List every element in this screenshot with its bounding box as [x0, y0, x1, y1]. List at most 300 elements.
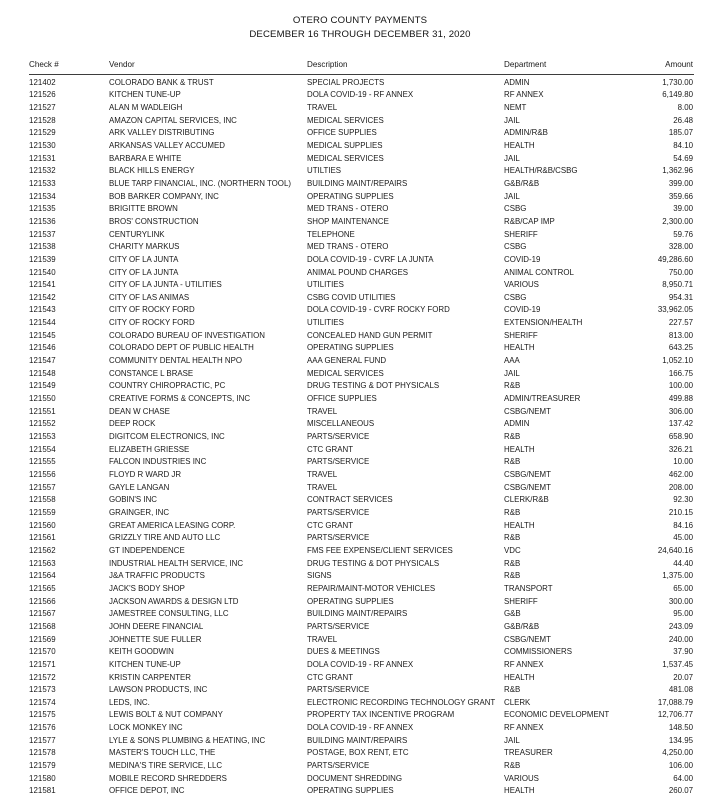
cell-department: CSBG — [504, 204, 527, 214]
cell-amount: 658.90 — [668, 432, 693, 442]
cell-amount: 20.07 — [673, 672, 693, 682]
cell-amount: 499.88 — [668, 394, 693, 404]
table-header-row — [29, 59, 694, 75]
cell-department: VARIOUS — [504, 773, 539, 783]
column-header-department: Department — [504, 59, 630, 75]
cell-vendor: KEITH GOODWIN — [109, 647, 174, 657]
table-row — [29, 697, 694, 710]
table-row — [29, 634, 694, 647]
table-row — [29, 583, 694, 596]
cell-vendor: GT INDEPENDENCE — [109, 545, 185, 555]
cell-check: 121551 — [29, 406, 56, 416]
cell-check: 121575 — [29, 710, 56, 720]
cell-department: CSBG/NEMT — [504, 470, 551, 479]
cell-department: ADMIN/R&B — [504, 128, 548, 138]
cell-department: ADMIN — [504, 77, 530, 87]
cell-vendor: KITCHEN TUNE-UP — [109, 659, 181, 669]
cell-description: TRAVEL — [307, 406, 338, 416]
cell-department: JAIL — [504, 115, 520, 125]
table-row — [29, 406, 694, 419]
cell-department: CLERK/R&B — [504, 495, 549, 505]
cell-amount: 813.00 — [668, 330, 693, 340]
cell-vendor: COLORADO DEPT OF PUBLIC HEALTH — [109, 343, 254, 353]
cell-check: 121558 — [29, 495, 56, 505]
cell-department: R&B — [504, 558, 521, 568]
cell-department: JAIL — [504, 153, 520, 163]
cell-amount: 100.00 — [668, 381, 693, 391]
cell-department: G&B — [504, 609, 521, 619]
cell-department: RF ANNEX — [504, 90, 544, 100]
table-row — [29, 760, 694, 773]
cell-vendor: CONSTANCE L BRASE — [109, 368, 194, 378]
cell-vendor: OFFICE DEPOT, INC — [109, 786, 185, 796]
cell-description: MED TRANS - OTERO — [307, 204, 389, 214]
table-row — [29, 456, 694, 469]
table-header — [29, 59, 694, 75]
cell-amount: 227.57 — [668, 318, 693, 328]
cell-vendor: ELIZABETH GRIESSE — [109, 444, 190, 454]
cell-description: UTILITIES — [307, 318, 344, 328]
cell-check: 121549 — [29, 381, 56, 391]
cell-amount: 481.08 — [668, 685, 693, 695]
cell-check: 121577 — [29, 735, 56, 745]
cell-department: AAA — [504, 356, 520, 366]
table-row — [29, 608, 694, 621]
cell-vendor: ARKANSAS VALLEY ACCUMED — [109, 140, 225, 150]
cell-amount: 1,537.45 — [662, 659, 693, 669]
cell-vendor: INDUSTRIAL HEALTH SERVICE, INC — [109, 558, 244, 568]
cell-vendor: CITY OF LA JUNTA — [109, 254, 179, 264]
cell-description: PARTS/SERVICE — [307, 507, 370, 517]
cell-description: MISCELLANEOUS — [307, 419, 375, 429]
cell-vendor: GREAT AMERICA LEASING CORP. — [109, 520, 236, 530]
cell-description: OPERATING SUPPLIES — [307, 191, 394, 201]
cell-vendor: JAMESTREE CONSULTING, LLC — [109, 609, 229, 619]
cell-vendor: LEDS, INC. — [109, 697, 150, 707]
cell-check: 121541 — [29, 280, 56, 290]
cell-check: 121579 — [29, 761, 56, 771]
cell-department: R&B — [504, 432, 521, 442]
table-row — [29, 229, 694, 242]
cell-department: CSBG/NEMT — [504, 634, 551, 644]
cell-vendor: KITCHEN TUNE-UP — [109, 90, 181, 100]
cell-description: CTC GRANT — [307, 520, 354, 530]
table-body — [29, 75, 694, 798]
cell-department: CSBG/NEMT — [504, 406, 551, 416]
cell-amount: 92.30 — [673, 495, 693, 505]
cell-check: 121533 — [29, 178, 56, 188]
table-row — [29, 785, 694, 798]
cell-description: OFFICE SUPPLIES — [307, 128, 377, 138]
cell-department: HEALTH — [504, 672, 535, 682]
table-row — [29, 342, 694, 355]
cell-amount: 49,286.60 — [657, 254, 693, 264]
cell-vendor: COLORADO BANK & TRUST — [109, 77, 214, 87]
cell-check: 121544 — [29, 318, 56, 328]
cell-amount: 37.90 — [673, 647, 693, 657]
cell-check: 121553 — [29, 432, 56, 442]
cell-check: 121539 — [29, 254, 56, 264]
cell-vendor: MASTER'S TOUCH LLC, THE — [109, 748, 216, 758]
cell-check: 121569 — [29, 634, 56, 644]
cell-description: CSBG COVID UTILITIES — [307, 292, 396, 302]
cell-department: NEMT — [504, 102, 527, 112]
cell-check: 121536 — [29, 216, 56, 226]
cell-check: 121526 — [29, 90, 56, 100]
cell-department: COMMISSIONERS — [504, 647, 572, 657]
cell-amount: 44.40 — [673, 558, 693, 568]
cell-amount: 4,250.00 — [662, 748, 693, 758]
cell-department: ADMIN — [504, 419, 530, 429]
cell-description: MEDICAL SERVICES — [307, 115, 384, 125]
cell-check: 121542 — [29, 292, 56, 302]
cell-department: G&B/R&B — [504, 621, 540, 631]
cell-amount: 326.21 — [668, 444, 693, 454]
table-row — [29, 127, 694, 140]
cell-amount: 137.42 — [668, 419, 693, 429]
cell-check: 121573 — [29, 685, 56, 695]
cell-vendor: CITY OF LA JUNTA - UTILITIES — [109, 280, 222, 290]
table-row — [29, 380, 694, 393]
cell-check: 121556 — [29, 470, 56, 479]
cell-department: HEALTH — [504, 343, 535, 353]
cell-department: R&B — [504, 381, 521, 391]
cell-check: 121568 — [29, 621, 56, 631]
cell-description: MEDICAL SERVICES — [307, 368, 384, 378]
cell-department: VARIOUS — [504, 280, 539, 290]
cell-amount: 64.00 — [673, 773, 693, 783]
cell-check: 121546 — [29, 343, 56, 353]
cell-department: COVID-19 — [504, 254, 541, 264]
cell-department: CSBG — [504, 292, 527, 302]
cell-check: 121566 — [29, 596, 56, 606]
cell-amount: 750.00 — [668, 267, 693, 277]
cell-vendor: LEWIS BOLT & NUT COMPANY — [109, 710, 223, 720]
cell-description: SIGNS — [307, 571, 332, 581]
cell-amount: 243.09 — [668, 621, 693, 631]
cell-amount: 8,950.71 — [662, 280, 693, 290]
table-row — [29, 418, 694, 431]
table-row — [29, 722, 694, 735]
table-row — [29, 330, 694, 343]
cell-description: DOLA COVID-19 - CVRF LA JUNTA — [307, 254, 434, 264]
cell-description: PARTS/SERVICE — [307, 432, 370, 442]
cell-department: CLERK — [504, 697, 531, 707]
cell-vendor: FALCON INDUSTRIES INC — [109, 457, 207, 467]
cell-description: UTILITIES — [307, 280, 344, 290]
cell-check: 121534 — [29, 191, 56, 201]
cell-check: 121552 — [29, 419, 56, 429]
cell-department: JAIL — [504, 735, 520, 745]
cell-department: RF ANNEX — [504, 723, 544, 733]
cell-amount: 185.07 — [668, 128, 693, 138]
table-row — [29, 482, 694, 495]
cell-vendor: BARBARA E WHITE — [109, 153, 182, 163]
table-row — [29, 444, 694, 457]
cell-amount: 1,052.10 — [662, 356, 693, 366]
cell-check: 121563 — [29, 558, 56, 568]
cell-description: ELECTRONIC RECORDING TECHNOLOGY GRANT — [307, 697, 496, 707]
cell-description: SPECIAL PROJECTS — [307, 77, 385, 87]
cell-amount: 8.00 — [677, 102, 693, 112]
cell-vendor: CITY OF LA JUNTA — [109, 267, 179, 277]
table-row — [29, 267, 694, 280]
cell-check: 121537 — [29, 229, 56, 239]
cell-department: R&B — [504, 571, 521, 581]
cell-department: SHERIFF — [504, 330, 538, 340]
cell-check: 121562 — [29, 545, 56, 555]
cell-description: FMS FEE EXPENSE/CLIENT SERVICES — [307, 545, 453, 555]
cell-vendor: CREATIVE FORMS & CONCEPTS, INC — [109, 394, 251, 404]
cell-vendor: KRISTIN CARPENTER — [109, 672, 191, 682]
cell-description: DOLA COVID-19 - RF ANNEX — [307, 659, 414, 669]
cell-amount: 106.00 — [668, 761, 693, 771]
cell-amount: 39.00 — [673, 204, 693, 214]
cell-check: 121581 — [29, 786, 56, 796]
cell-description: POSTAGE, BOX RENT, ETC — [307, 748, 409, 758]
cell-vendor: COMMUNITY DENTAL HEALTH NPO — [109, 356, 242, 366]
cell-description: PARTS/SERVICE — [307, 685, 370, 695]
cell-amount: 17,088.79 — [657, 697, 693, 707]
cell-check: 121578 — [29, 748, 56, 758]
cell-check: 121543 — [29, 305, 56, 315]
cell-vendor: GAYLE LANGAN — [109, 482, 170, 492]
cell-department: R&B — [504, 685, 521, 695]
cell-vendor: JACKSON AWARDS & DESIGN LTD — [109, 596, 239, 606]
table-row — [29, 191, 694, 204]
cell-vendor: ALAN M WADLEIGH — [109, 102, 183, 112]
table-row — [29, 747, 694, 760]
cell-check: 121535 — [29, 204, 56, 214]
cell-check: 121560 — [29, 520, 56, 530]
cell-description: BUILDING MAINT/REPAIRS — [307, 735, 408, 745]
cell-description: DRUG TESTING & DOT PHYSICALS — [307, 381, 440, 391]
cell-description: OPERATING SUPPLIES — [307, 343, 394, 353]
cell-check: 121538 — [29, 242, 56, 252]
cell-description: PARTS/SERVICE — [307, 533, 370, 543]
cell-department: JAIL — [504, 368, 520, 378]
cell-description: PARTS/SERVICE — [307, 457, 370, 467]
table-row — [29, 304, 694, 317]
cell-department: COVID-19 — [504, 305, 541, 315]
column-header-check: Check # — [29, 59, 109, 75]
table-row — [29, 165, 694, 178]
cell-check: 121576 — [29, 723, 56, 733]
cell-check: 121574 — [29, 697, 56, 707]
cell-check: 121527 — [29, 102, 56, 112]
cell-description: OPERATING SUPPLIES — [307, 596, 394, 606]
cell-vendor: BROS' CONSTRUCTION — [109, 216, 199, 226]
cell-vendor: LYLE & SONS PLUMBING & HEATING, INC — [109, 735, 266, 745]
cell-vendor: COUNTRY CHIROPRACTIC, PC — [109, 381, 226, 391]
cell-check: 121530 — [29, 140, 56, 150]
cell-department: HEALTH — [504, 520, 535, 530]
cell-description: MEDICAL SERVICES — [307, 153, 384, 163]
cell-amount: 33,962.05 — [657, 305, 693, 315]
cell-department: ANIMAL CONTROL — [504, 267, 574, 277]
cell-vendor: CITY OF ROCKY FORD — [109, 305, 195, 315]
table-row — [29, 368, 694, 381]
cell-amount: 306.00 — [668, 406, 693, 416]
cell-check: 121554 — [29, 444, 56, 454]
table-row — [29, 115, 694, 128]
cell-department: R&B — [504, 457, 521, 467]
cell-description: PARTS/SERVICE — [307, 761, 370, 771]
table-row — [29, 558, 694, 571]
document-subtitle: DECEMBER 16 THROUGH DECEMBER 31, 2020 — [249, 29, 471, 40]
cell-amount: 84.10 — [673, 140, 693, 150]
cell-description: CONTRACT SERVICES — [307, 495, 393, 505]
cell-department: ADMIN/TREASURER — [504, 394, 581, 404]
cell-check: 121580 — [29, 773, 56, 783]
cell-check: 121548 — [29, 368, 56, 378]
column-header-amount: Amount — [630, 59, 694, 75]
table-row — [29, 684, 694, 697]
table-row — [29, 216, 694, 229]
cell-check: 121532 — [29, 166, 56, 176]
column-header-vendor: Vendor — [109, 59, 307, 75]
cell-amount: 399.00 — [668, 178, 693, 188]
cell-amount: 95.00 — [673, 609, 693, 619]
cell-department: VDC — [504, 545, 521, 555]
cell-amount: 208.00 — [668, 482, 693, 492]
cell-vendor: ARK VALLEY DISTRIBUTING — [109, 128, 215, 138]
cell-vendor: JOHNETTE SUE FULLER — [109, 634, 202, 644]
cell-department: JAIL — [504, 191, 520, 201]
cell-amount: 300.00 — [668, 596, 693, 606]
cell-vendor: CITY OF ROCKY FORD — [109, 318, 195, 328]
cell-department: R&B — [504, 533, 521, 543]
cell-check: 121540 — [29, 267, 56, 277]
cell-vendor: GOBIN'S INC — [109, 495, 157, 505]
cell-check: 121561 — [29, 533, 56, 543]
cell-vendor: CENTURYLINK — [109, 229, 165, 239]
table-row — [29, 254, 694, 267]
cell-description: MEDICAL SUPPLIES — [307, 140, 383, 150]
title-block — [0, 0, 720, 42]
table-row — [29, 672, 694, 685]
cell-vendor: JACK'S BODY SHOP — [109, 583, 185, 593]
table-row — [29, 596, 694, 609]
cell-department: ECONOMIC DEVELOPMENT — [504, 710, 610, 720]
cell-amount: 10.00 — [673, 457, 693, 467]
cell-amount: 26.48 — [673, 115, 693, 125]
cell-check: 121567 — [29, 609, 56, 619]
cell-department: R&B — [504, 761, 521, 771]
cell-vendor: J&A TRAFFIC PRODUCTS — [109, 571, 205, 581]
cell-description: TELEPHONE — [307, 229, 355, 239]
cell-check: 121528 — [29, 115, 56, 125]
cell-check: 121572 — [29, 672, 56, 682]
table-row — [29, 153, 694, 166]
cell-department: CSBG/NEMT — [504, 482, 551, 492]
table-row — [29, 621, 694, 634]
cell-description: ANIMAL POUND CHARGES — [307, 267, 408, 277]
cell-amount: 462.00 — [668, 470, 693, 479]
cell-description: OPERATING SUPPLIES — [307, 786, 394, 796]
cell-amount: 1,362.96 — [662, 166, 693, 176]
cell-description: PARTS/SERVICE — [307, 621, 370, 631]
cell-description: TRAVEL — [307, 482, 338, 492]
cell-description: BUILDING MAINT/REPAIRS — [307, 609, 408, 619]
table-row — [29, 735, 694, 748]
cell-check: 121565 — [29, 583, 56, 593]
cell-amount: 328.00 — [668, 242, 693, 252]
cell-department: HEALTH — [504, 786, 535, 796]
cell-vendor: CHARITY MARKUS — [109, 242, 180, 252]
column-header-description: Description — [307, 59, 504, 75]
cell-description: DOLA COVID-19 - CVRF ROCKY FORD — [307, 305, 450, 315]
cell-check: 121402 — [29, 77, 56, 87]
cell-vendor: JOHN DEERE FINANCIAL — [109, 621, 204, 631]
cell-department: TREASURER — [504, 748, 553, 758]
cell-description: DOCUMENT SHREDDING — [307, 773, 402, 783]
cell-amount: 1,730.00 — [662, 77, 693, 87]
cell-vendor: BLACK HILLS ENERGY — [109, 166, 195, 176]
payments-table — [29, 59, 694, 798]
cell-check: 121571 — [29, 659, 56, 669]
cell-vendor: AMAZON CAPITAL SERVICES, INC — [109, 115, 237, 125]
cell-vendor: DEAN W CHASE — [109, 406, 170, 416]
table-row — [29, 279, 694, 292]
table-row — [29, 532, 694, 545]
cell-vendor: DIGITCOM ELECTRONICS, INC — [109, 432, 225, 442]
cell-vendor: COLORADO BUREAU OF INVESTIGATION — [109, 330, 265, 340]
table-row — [29, 507, 694, 520]
cell-description: BUILDING MAINT/REPAIRS — [307, 178, 408, 188]
table-row — [29, 494, 694, 507]
cell-amount: 240.00 — [668, 634, 693, 644]
cell-description: OFFICE SUPPLIES — [307, 394, 377, 404]
cell-description: TRAVEL — [307, 634, 338, 644]
cell-description: MED TRANS - OTERO — [307, 242, 389, 252]
cell-description: UTILTIES — [307, 166, 342, 176]
cell-description: CONCEALED HAND GUN PERMIT — [307, 330, 433, 340]
cell-description: TRAVEL — [307, 470, 338, 479]
cell-amount: 45.00 — [673, 533, 693, 543]
cell-description: DOLA COVID-19 - RF ANNEX — [307, 90, 414, 100]
cell-check: 121550 — [29, 394, 56, 404]
cell-vendor: FLOYD R WARD JR — [109, 470, 182, 479]
cell-amount: 643.25 — [668, 343, 693, 353]
table-row — [29, 355, 694, 368]
cell-vendor: BLUE TARP FINANCIAL, INC. (NORTHERN TOOL) — [109, 178, 291, 188]
cell-check: 121559 — [29, 507, 56, 517]
cell-vendor: BOB BARKER COMPANY, INC — [109, 191, 219, 201]
table-row — [29, 520, 694, 533]
cell-amount: 2,300.00 — [662, 216, 693, 226]
cell-amount: 210.15 — [668, 507, 693, 517]
cell-department: HEALTH — [504, 140, 535, 150]
cell-amount: 148.50 — [668, 723, 693, 733]
table-row — [29, 241, 694, 254]
cell-description: REPAIR/MAINT-MOTOR VEHICLES — [307, 583, 436, 593]
cell-amount: 954.31 — [668, 292, 693, 302]
cell-description: DUES & MEETINGS — [307, 647, 380, 657]
table-row — [29, 431, 694, 444]
cell-vendor: CITY OF LAS ANIMAS — [109, 292, 190, 302]
cell-department: SHERIFF — [504, 229, 538, 239]
cell-amount: 166.75 — [668, 368, 693, 378]
cell-department: TRANSPORT — [504, 583, 553, 593]
table-row — [29, 570, 694, 583]
cell-amount: 134.95 — [668, 735, 693, 745]
cell-amount: 1,375.00 — [662, 571, 693, 581]
cell-check: 121557 — [29, 482, 56, 492]
cell-description: CTC GRANT — [307, 444, 354, 454]
cell-check: 121529 — [29, 128, 56, 138]
cell-vendor: MOBILE RECORD SHREDDERS — [109, 773, 227, 783]
